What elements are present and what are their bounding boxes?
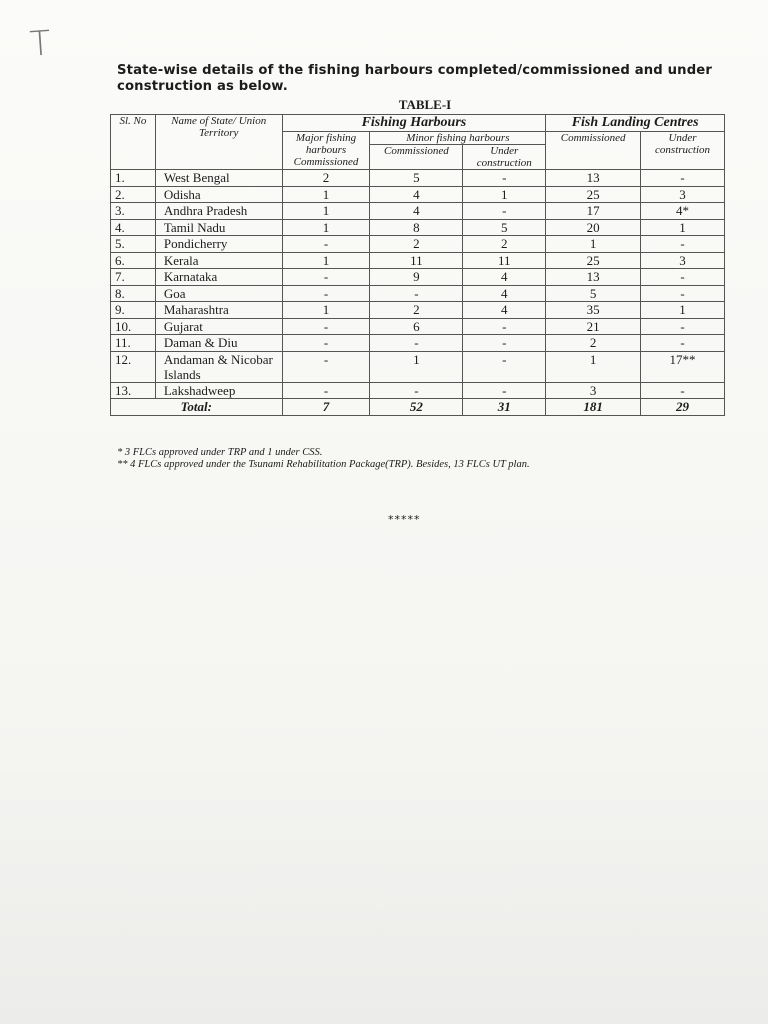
cell-state: Karnataka <box>155 269 282 286</box>
table-row <box>111 382 725 399</box>
cell-sl-no: 2. <box>111 186 156 203</box>
cell-major-commissioned: - <box>282 236 370 253</box>
cell-state: West Bengal <box>155 170 282 187</box>
cell-minor-under-construction: - <box>463 203 546 220</box>
table-row <box>111 219 725 236</box>
cell-minor-commissioned: 5 <box>370 170 463 187</box>
header-fishing-harbours: Fishing Harbours <box>282 115 546 132</box>
cell-minor-under-construction: 11 <box>463 252 546 269</box>
cell-flc-under-construction: - <box>641 382 725 399</box>
cell-sl-no: 10. <box>111 318 156 335</box>
cell-minor-commissioned: - <box>370 382 463 399</box>
cell-minor-commissioned: 1 <box>370 351 463 382</box>
cell-sl-no: 12. <box>111 351 156 382</box>
document-heading: State-wise details of the fishing harbours completed/commissioned and under construction as below. <box>117 63 713 94</box>
cell-flc-commissioned: 1 <box>546 236 641 253</box>
table-caption: TABLE-I <box>398 97 452 112</box>
total-major: 7 <box>282 399 370 416</box>
cell-sl-no: 4. <box>111 219 156 236</box>
cell-sl-no: 5. <box>111 236 156 253</box>
cell-major-commissioned: 1 <box>282 302 370 319</box>
header-fish-landing-centres: Fish Landing Centres <box>546 115 725 132</box>
cell-state: Tamil Nadu <box>155 219 282 236</box>
cell-flc-commissioned: 1 <box>546 351 641 382</box>
cell-minor-commissioned: - <box>370 335 463 352</box>
header-minor-commissioned: Commissioned <box>370 145 463 170</box>
cell-minor-under-construction: - <box>463 318 546 335</box>
cell-flc-under-construction: - <box>641 335 725 352</box>
cell-state: Daman & Diu <box>155 335 282 352</box>
cell-minor-under-construction: - <box>463 351 546 382</box>
total-flc-commissioned: 181 <box>546 399 641 416</box>
footnote-2: ** 4 FLCs approved under the Tsunami Rehabilitation Package(TRP). Besides, 13 FLCs UT plan. <box>117 459 530 470</box>
header-flc-commissioned: Commissioned <box>546 132 641 170</box>
cell-minor-under-construction: 4 <box>463 302 546 319</box>
total-row <box>111 399 725 416</box>
cell-minor-under-construction: 4 <box>463 269 546 286</box>
cell-state: Lakshadweep <box>155 382 282 399</box>
cell-flc-under-construction: - <box>641 285 725 302</box>
total-minor-commissioned: 52 <box>370 399 463 416</box>
total-minor-under-construction: 31 <box>463 399 546 416</box>
cell-minor-commissioned: 6 <box>370 318 463 335</box>
table-row <box>111 203 725 220</box>
cell-minor-under-construction: 2 <box>463 236 546 253</box>
table-row <box>111 335 725 352</box>
table-row <box>111 351 725 382</box>
cell-sl-no: 3. <box>111 203 156 220</box>
cell-sl-no: 8. <box>111 285 156 302</box>
cell-minor-under-construction: - <box>463 170 546 187</box>
cell-flc-under-construction: - <box>641 236 725 253</box>
header-flc-under-construction: Under construction <box>641 132 725 170</box>
cell-flc-commissioned: 2 <box>546 335 641 352</box>
cell-state: Andaman & Nicobar Islands <box>155 351 282 382</box>
cell-state: Andhra Pradesh <box>155 203 282 220</box>
cell-flc-commissioned: 20 <box>546 219 641 236</box>
cell-flc-commissioned: 21 <box>546 318 641 335</box>
cell-major-commissioned: - <box>282 335 370 352</box>
cell-flc-under-construction: - <box>641 318 725 335</box>
cell-sl-no: 11. <box>111 335 156 352</box>
cell-state: Odisha <box>155 186 282 203</box>
end-marker: ***** <box>388 513 421 526</box>
cell-major-commissioned: 1 <box>282 252 370 269</box>
cell-flc-under-construction: - <box>641 170 725 187</box>
header-sl-no: Sl. No <box>111 115 156 170</box>
harbours-table <box>110 114 725 416</box>
cell-minor-commissioned: - <box>370 285 463 302</box>
table-row <box>111 318 725 335</box>
cell-state: Gujarat <box>155 318 282 335</box>
cell-flc-under-construction: 3 <box>641 186 725 203</box>
cell-flc-commissioned: 17 <box>546 203 641 220</box>
table-row <box>111 285 725 302</box>
cell-sl-no: 13. <box>111 382 156 399</box>
cell-flc-commissioned: 13 <box>546 269 641 286</box>
cell-major-commissioned: 2 <box>282 170 370 187</box>
cell-major-commissioned: - <box>282 285 370 302</box>
cell-minor-commissioned: 4 <box>370 203 463 220</box>
header-state: Name of State/ Union Territory <box>155 115 282 170</box>
total-flc-under-construction: 29 <box>641 399 725 416</box>
cell-minor-commissioned: 9 <box>370 269 463 286</box>
cell-flc-commissioned: 3 <box>546 382 641 399</box>
cell-minor-under-construction: 5 <box>463 219 546 236</box>
cell-minor-under-construction: - <box>463 335 546 352</box>
footnotes <box>117 447 737 471</box>
header-minor-under-construction: Under construction <box>463 145 546 170</box>
cell-flc-commissioned: 13 <box>546 170 641 187</box>
cell-minor-under-construction: - <box>463 382 546 399</box>
cell-minor-commissioned: 8 <box>370 219 463 236</box>
table-row <box>111 170 725 187</box>
cell-major-commissioned: - <box>282 269 370 286</box>
cell-minor-commissioned: 11 <box>370 252 463 269</box>
header-major-commissioned: Major fishing harbours Commissioned <box>282 132 370 170</box>
table-row <box>111 302 725 319</box>
cell-minor-commissioned: 4 <box>370 186 463 203</box>
cell-sl-no: 1. <box>111 170 156 187</box>
cell-flc-commissioned: 25 <box>546 252 641 269</box>
total-label: Total: <box>111 399 283 416</box>
footnote-1: * 3 FLCs approved under TRP and 1 under CSS. <box>117 447 323 458</box>
cell-flc-under-construction: 1 <box>641 219 725 236</box>
cell-flc-commissioned: 5 <box>546 285 641 302</box>
table-row <box>111 186 725 203</box>
cell-major-commissioned: 1 <box>282 203 370 220</box>
cell-major-commissioned: - <box>282 318 370 335</box>
cell-flc-under-construction: 17** <box>641 351 725 382</box>
table-body <box>111 170 725 399</box>
handwritten-mark: T <box>28 23 53 65</box>
cell-state: Goa <box>155 285 282 302</box>
cell-flc-under-construction: - <box>641 269 725 286</box>
cell-major-commissioned: 1 <box>282 219 370 236</box>
cell-minor-commissioned: 2 <box>370 302 463 319</box>
cell-sl-no: 9. <box>111 302 156 319</box>
cell-sl-no: 7. <box>111 269 156 286</box>
cell-flc-under-construction: 1 <box>641 302 725 319</box>
cell-major-commissioned: - <box>282 351 370 382</box>
table-row <box>111 252 725 269</box>
cell-flc-commissioned: 35 <box>546 302 641 319</box>
cell-major-commissioned: - <box>282 382 370 399</box>
cell-flc-commissioned: 25 <box>546 186 641 203</box>
cell-minor-under-construction: 4 <box>463 285 546 302</box>
cell-minor-commissioned: 2 <box>370 236 463 253</box>
cell-state: Pondicherry <box>155 236 282 253</box>
cell-flc-under-construction: 4* <box>641 203 725 220</box>
header-minor-group: Minor fishing harbours <box>370 132 546 145</box>
cell-minor-under-construction: 1 <box>463 186 546 203</box>
table-row <box>111 269 725 286</box>
cell-sl-no: 6. <box>111 252 156 269</box>
cell-state: Kerala <box>155 252 282 269</box>
cell-major-commissioned: 1 <box>282 186 370 203</box>
table-row <box>111 236 725 253</box>
cell-flc-under-construction: 3 <box>641 252 725 269</box>
cell-state: Maharashtra <box>155 302 282 319</box>
